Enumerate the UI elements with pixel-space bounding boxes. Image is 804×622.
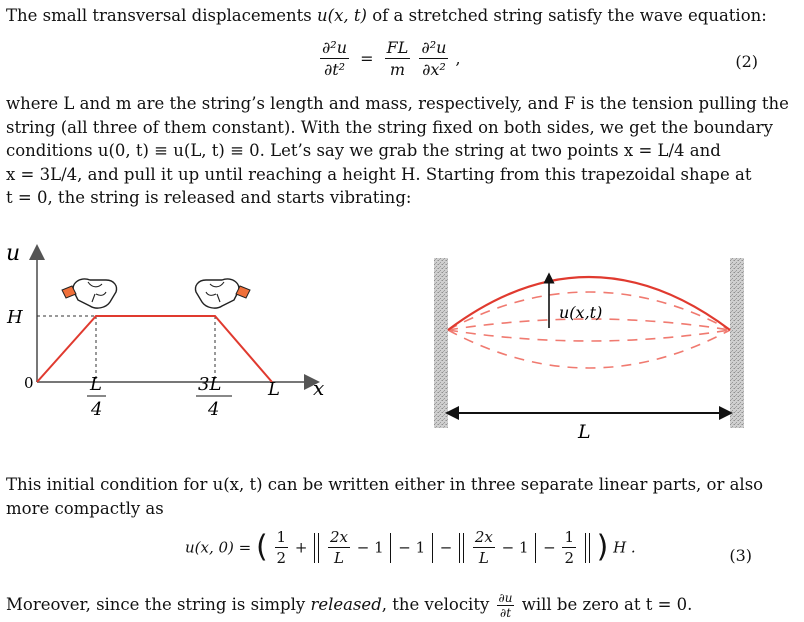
l-label: L [268,379,280,400]
equation-3-number: (3) [729,546,752,565]
eq3-half2-num: 1 [564,528,574,546]
eq2-lhs-den: ∂t² [323,60,346,79]
eq2-lhs-num: ∂²u [322,38,347,57]
eq2-coef-num: FL [386,38,409,57]
eq3-twox-num: 2x [330,528,349,546]
intro-text-b: of a stretched string satisfy the wave equation: [366,6,767,25]
eq3-open-paren: ( [256,529,268,565]
zero-label: 0 [24,374,34,392]
eq3-minus-one: − 1 [356,538,384,557]
l4-num: L [90,374,102,395]
eq3-second-abs-close [585,533,590,563]
eq3-twox-den-b: L [478,549,489,567]
right-wall [730,258,744,428]
eq2-lhs-fraction [320,38,349,79]
eq2-coef-fraction [385,38,411,79]
l4-den: 4 [91,399,103,420]
eq3-half-den: 2 [276,549,287,567]
eq3-minus-one-c: − 1 [501,538,529,557]
intro-u-xt: u(x, t) [317,6,367,25]
para2-line-2: string (all three of them constant). With the string fixed on both sides, we get the boundary [6,117,773,137]
eq2-rhs-fraction [419,38,448,79]
para4-du-den: ∂t [500,606,512,620]
paragraph-4 [6,592,796,619]
left-hand-icon [62,279,117,308]
paragraph-2 [6,92,796,210]
para4-text-b: , the velocity [381,595,495,614]
para2-line-4: x = 3L/4, and pull it up until reaching a height H. Starting from this trapezoidal shape at [6,164,752,184]
mode-dash-3 [448,330,730,341]
u-axis-label: u [6,241,21,266]
eq3-second-abs-open [459,533,464,563]
equation-2-number: (2) [735,52,758,71]
eq3-close-paren: ) [596,529,609,565]
eq3-twox-fraction [328,528,350,567]
eq3-half-num: 1 [276,528,287,546]
eq3-half-fraction [275,528,289,567]
h-label: H [7,307,23,328]
eq3-plus: + [294,538,308,557]
trapezoid-shape [37,316,272,382]
x-axis-label: x [313,376,325,400]
intro-text-a: The small transversal displacements [6,6,318,25]
eq3-twox-den: L [334,549,344,567]
left-wall [434,258,448,428]
eq3-lhs: u(x, 0) = [185,538,252,557]
para2-line-3: conditions u(0, t) ≡ u(L, t) ≡ 0. Let’s say we grab the string at two points x = L/4 and [6,141,721,161]
eq2-rhs-den: ∂x² [422,60,446,79]
eq3-half2-den: 2 [564,549,574,567]
figure-trapezoid [0,240,380,460]
l34-den: 4 [208,399,220,420]
eq3-outer-abs-close [432,533,433,563]
eq3-minus-d: − [543,538,556,557]
eq3-twox-fraction-b [473,528,495,567]
para4-du-fraction [497,592,515,619]
eq3-half2-fraction [562,528,576,567]
eq3-tail: H . [613,538,636,557]
figure-vibrating-string [430,252,760,452]
equation-2 [318,38,461,79]
eq2-coef-den: m [389,60,406,79]
eq3-minus: − [439,538,453,557]
eq3-twox-num-b: 2x [474,528,493,546]
eq2-equals: = [360,49,374,68]
amplitude-label: u(x,t) [559,303,603,322]
eq3-second-abs-inner [535,533,536,563]
para3-line-1: This initial condition for u(x, t) can be written either in three separate linear parts, or also [6,475,764,494]
eq3-outer-abs-open [314,533,319,563]
para3-line-2: more compactly as [6,498,164,518]
right-hand-icon [195,279,250,308]
para4-text-c: will be zero at t = 0. [516,595,693,614]
para2-line-5: t = 0, the string is released and starts vibrating: [6,188,412,208]
para4-du-num: ∂u [498,591,513,605]
intro-line [6,4,796,28]
eq3-minus-one-b: − 1 [398,538,426,557]
equation-3 [185,528,636,567]
length-label: L [578,421,591,443]
para2-line-1: where L and m are the string’s length and mass, respectively, and F is the tension pulling the [6,94,789,113]
paragraph-3 [6,473,796,520]
eq2-rhs-num: ∂²u [421,38,447,57]
l34-num: 3L [198,374,222,395]
eq2-tail: , [455,49,461,68]
para4-text-a: Moreover, since the string is simply [6,595,311,614]
eq3-inner-abs-close [390,533,391,563]
para4-released: released [310,595,382,614]
